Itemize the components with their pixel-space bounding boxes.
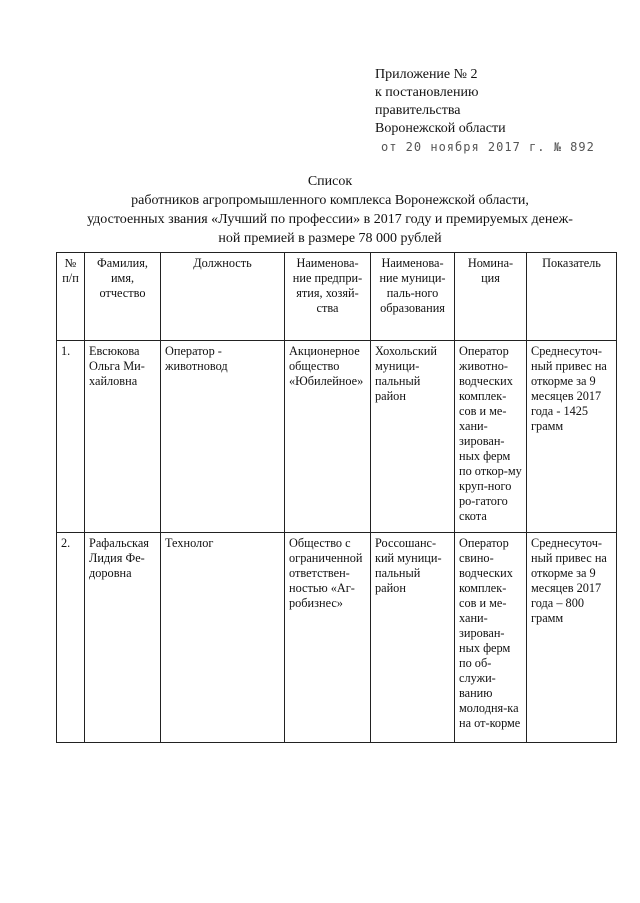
decree-date-stamp: от 20 ноября 2017 г. № 892 bbox=[381, 140, 595, 154]
header-position: Должность bbox=[161, 253, 285, 341]
header-name: Фамилия, имя, отчество bbox=[85, 253, 161, 341]
header-number: № п/п bbox=[57, 253, 85, 341]
cell-number: 2. bbox=[57, 533, 85, 743]
awardees-table bbox=[56, 252, 617, 743]
appendix-line-2: к постановлению bbox=[375, 85, 479, 100]
header-indicator: Показатель bbox=[527, 253, 617, 341]
cell-position: Технолог bbox=[161, 533, 285, 743]
header-enterprise: Наименова-ние предпри-ятия, хозяй-ства bbox=[285, 253, 371, 341]
appendix-line-3: правительства bbox=[375, 103, 461, 118]
table-row bbox=[57, 341, 617, 533]
table-header-row bbox=[57, 253, 617, 341]
title-line-4: ной премией в размере 78 000 рублей bbox=[218, 231, 442, 246]
appendix-line-4: Воронежской области bbox=[375, 121, 506, 136]
cell-name: Рафальская Лидия Фе-доровна bbox=[85, 533, 161, 743]
table-row bbox=[57, 533, 617, 743]
document-title bbox=[40, 172, 620, 248]
cell-nomination: Оператор животно-водческих комплек-сов и ме-хани-зирован-ных ферм по откор-му круп-ного ро-гатого скота bbox=[455, 341, 527, 533]
cell-enterprise: Акционерное общество «Юбилейное» bbox=[285, 341, 371, 533]
cell-indicator: Среднесуточ-ный привес на откорме за 9 месяцев 2017 года - 1425 грамм bbox=[527, 341, 617, 533]
cell-nomination: Оператор свино-водческих комплек-сов и ме-хани-зирован-ных ферм по об-служи-ванию молодня-ка на от-корме bbox=[455, 533, 527, 743]
cell-number: 1. bbox=[57, 341, 85, 533]
cell-enterprise: Общество с ограниченной ответствен-ностью «Аг-робизнес» bbox=[285, 533, 371, 743]
header-nomination: Номина-ция bbox=[455, 253, 527, 341]
appendix-line-1: Приложение № 2 bbox=[375, 67, 478, 82]
cell-name: Евсюкова Ольга Ми-хайловна bbox=[85, 341, 161, 533]
cell-municipality: Россошанс-кий муници-пальный район bbox=[371, 533, 455, 743]
title-line-1: Список bbox=[307, 174, 353, 189]
cell-indicator: Среднесуточ-ный привес на откорме за 9 месяцев 2017 года – 800 грамм bbox=[527, 533, 617, 743]
appendix-block bbox=[375, 66, 595, 157]
title-line-3: удостоенных звания «Лучший по профессии» в 2017 году и премируемых денеж- bbox=[87, 212, 573, 227]
header-municipality: Наименова-ние муници-паль-ного образования bbox=[371, 253, 455, 341]
cell-municipality: Хохольский муници-пальный район bbox=[371, 341, 455, 533]
cell-position: Оператор - животновод bbox=[161, 341, 285, 533]
title-line-2: работников агропромышленного комплекса Воронежской области, bbox=[131, 193, 529, 208]
